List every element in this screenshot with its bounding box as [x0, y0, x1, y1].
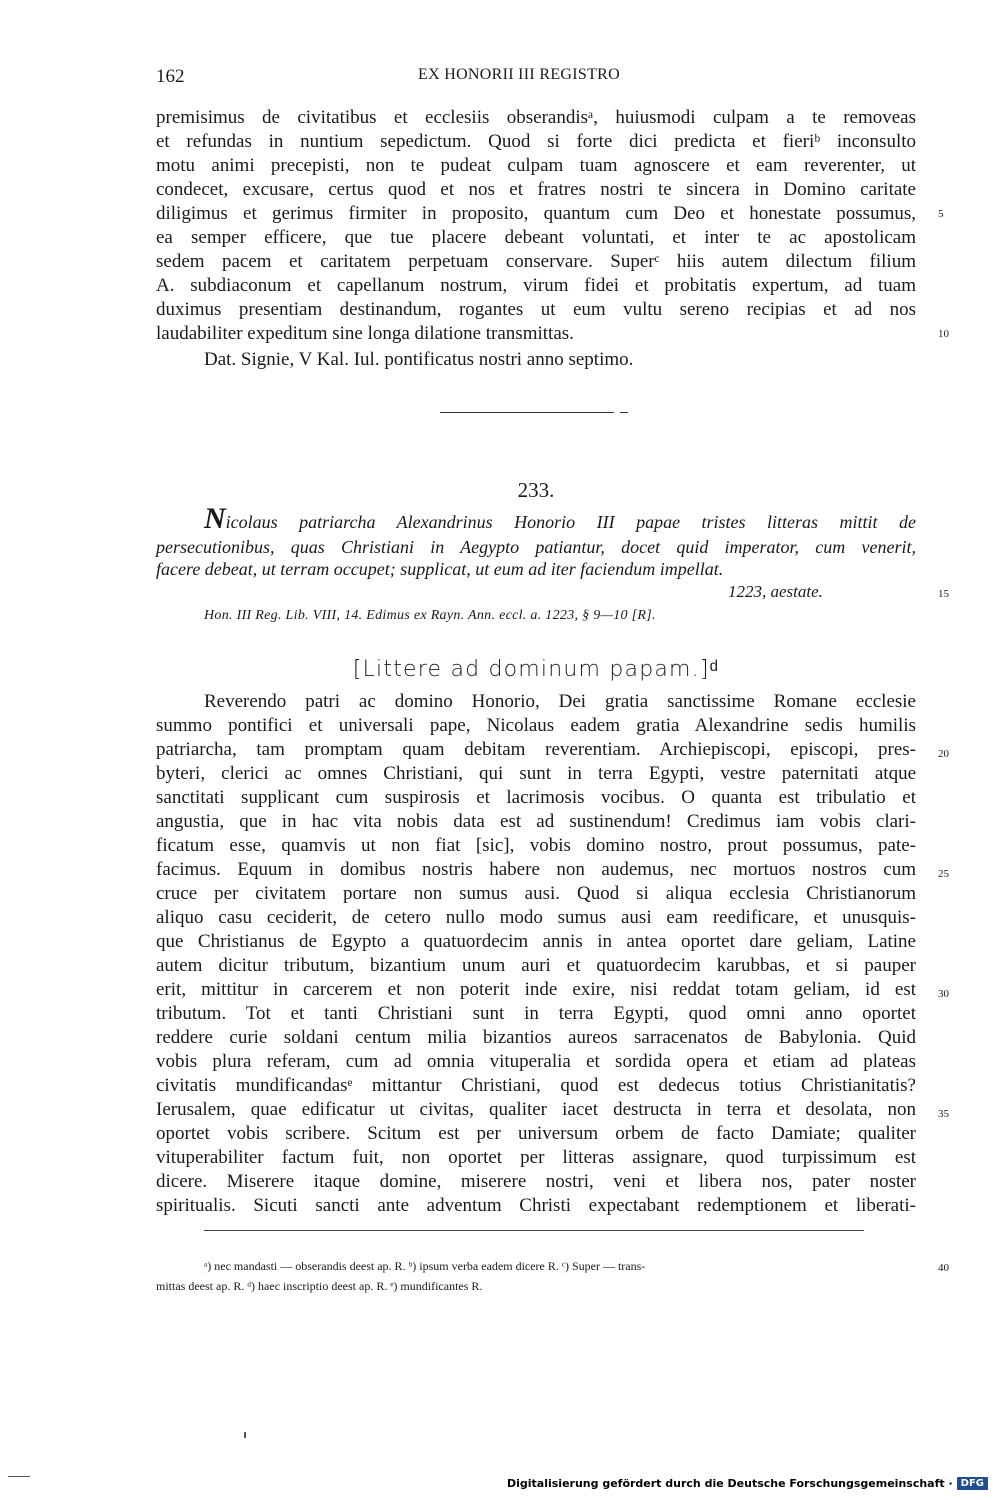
- text-line: angustia, que in hac vita nobis data est ad sustinendum! Credimus iam vobis clari-: [156, 811, 916, 832]
- text-line: Reverendo patri ac domino Honorio, Dei gratia sanctissime Romane ecclesie: [204, 691, 916, 712]
- text-line: duximus presentiam destinandum, rogantes ut eum vultu sereno recipias et ad nos: [156, 299, 916, 320]
- text-line: Ierusalem, quae edificatur ut civitas, qualiter iacet destructa in terra et desolata, non: [156, 1099, 916, 1120]
- document-number: 233.: [517, 478, 555, 502]
- text-line: erit, mittitur in carcerem et non poterit inde exire, nisi reddat totam geliam, id est: [156, 979, 916, 1000]
- footnote-rule: [204, 1230, 864, 1231]
- text-line: sanctitati supplicant cum suspirosis et lacrimosis vocibus. O quanta est tribulatio et: [156, 787, 916, 808]
- footnote-line: mittas deest ap. R. ᵈ) haec inscriptio deest ap. R. ᵉ) mundificantes R.: [156, 1279, 483, 1293]
- line-number: 40: [938, 1262, 949, 1274]
- text-line: vobis plura referam, cum ad omnia vituperalia et sordida opera et etiam ad plateas: [156, 1051, 916, 1072]
- line-number: 35: [938, 1108, 949, 1120]
- line-number: 15: [938, 588, 949, 600]
- text-line: byteri, clerici ac omnes Christiani, qui sunt in terra Egypti, vestre paternitati atque: [156, 763, 916, 784]
- drop-cap: N: [204, 502, 226, 535]
- text-line: ea semper efficere, que tue placere debeant voluntati, et inter te ac apostolicam: [156, 227, 916, 248]
- credit-text: Digitalisierung gefördert durch die Deutsche Forschungsgemeinschaft ·: [506, 1477, 953, 1490]
- text-line: patriarcha, tam promptam quam debitam reverentiam. Archiepiscopi, episcopi, pres-: [156, 739, 916, 760]
- section-divider-dash: [620, 412, 628, 413]
- text-line: tributum. Tot et tanti Christiani sunt in terra Egypti, quod omni anno oportet: [156, 1003, 916, 1024]
- text-line: autem dicitur tributum, bizantium unum auri et quatuordecim karubbas, et si pauper: [156, 955, 916, 976]
- text-line: ficatum esse, quamvis ut non fiat [sic], vobis domino nostro, prout possumus, pate-: [156, 835, 916, 856]
- line-number: 20: [938, 748, 949, 760]
- section-divider: [440, 412, 614, 413]
- text-line: condecet, excusare, certus quod et nos et fratres nostri te sincera in Domino caritate: [156, 179, 916, 200]
- regest-text: icolaus patriarcha Alexandrinus Honorio III papae tristes litteras mittit de: [225, 512, 916, 532]
- text-line: cruce per civitatem portare non sumus ausi. Quod si aliqua ecclesia Christianorum: [156, 883, 916, 904]
- text-line: civitatis mundificandasᵉ mittantur Christiani, quod est dedecus totius Christianitatis?: [156, 1075, 916, 1096]
- line-number: 25: [938, 868, 949, 880]
- line-number: 30: [938, 988, 949, 1000]
- text-line: diligimus et gerimus firmiter in proposito, quantum cum Deo et honestate possumus,: [156, 203, 916, 224]
- document-date: 1223, aestate.: [728, 582, 823, 601]
- date-line: Dat. Signie, V Kal. Iul. pontificatus nostri anno septimo.: [204, 349, 634, 370]
- digitization-credit: [507, 1477, 988, 1490]
- text-line: et refundas in nuntium sepedictum. Quod si forte dici predicta et fieriᵇ inconsulto: [156, 131, 916, 152]
- text-line: facimus. Equum in domibus nostris habere non audemus, nec mortuos nostros cum: [156, 859, 916, 880]
- footnote-line: ᵃ) nec mandasti — obserandis deest ap. R. ᵇ) ipsum verba eadem dicere R. ᶜ) Super — trans-: [204, 1259, 646, 1273]
- text-line: oportet vobis scribere. Scitum est per universum orbem de facto Damiate; qualiter: [156, 1123, 916, 1144]
- text-line: spiritualis. Sicuti sancti ante adventum Christi expectabant redemptionem et liberati-: [156, 1195, 916, 1216]
- scan-speck: [244, 1432, 246, 1438]
- line-number: 10: [938, 328, 949, 340]
- text-line: premisimus de civitatibus et ecclesiis obserandisᵃ, huiusmodi culpam a te removeas: [156, 107, 916, 128]
- text-line: que Christianus de Egypto a quatuordecim annis in antea oportet dare geliam, Latine: [156, 931, 916, 952]
- source-note: Hon. III Reg. Lib. VIII, 14. Edimus ex Rayn. Ann. eccl. a. 1223, § 9—10 [R].: [204, 608, 656, 623]
- line-number: 5: [938, 208, 944, 220]
- page-number: 162: [156, 66, 185, 87]
- running-head: EX HONORII III REGISTRO: [418, 66, 620, 83]
- text-line: A. subdiaconum et capellanum nostrum, virum fidei et probitatis expertum, ad tuam: [156, 275, 916, 296]
- text-line: dicere. Miserere itaque domine, miserere nostri, veni et libera nos, pater noster: [156, 1171, 916, 1192]
- text-line: laudabiliter expeditum sine longa dilatione transmittas.: [156, 323, 574, 344]
- text-line: aliquo casu ceciderit, de cetero nullo modo sumus ausi eam reedificare, et unusquis-: [156, 907, 916, 928]
- regest-line: facere debeat, ut terram occupet; supplicat, ut eum ad iter faciendum impellat.: [156, 559, 724, 579]
- text-line: sedem pacem et caritatem perpetuam conservare. Superᶜ hiis autem dilectum filium: [156, 251, 916, 272]
- dfg-logo: DFG: [957, 1477, 988, 1490]
- scan-speck: [8, 1476, 30, 1477]
- text-line: reddere curie soldani centum milia bizantios aureos sarracenatos de Babylonia. Quid: [156, 1027, 916, 1048]
- text-line: summo pontifici et universali pape, Nicolaus eadem gratia Alexandrine sedis humilis: [156, 715, 916, 736]
- regest-line: [204, 502, 916, 535]
- text-line: vituperabiliter factum fuit, non oportet per litteras assignare, quod turpissimum est: [156, 1147, 916, 1168]
- text-line: motu animi precepisti, non te pudeat culpam tuam agnoscere et eam reverenter, ut: [156, 155, 916, 176]
- regest-line: persecutionibus, quas Christiani in Aegypto patiantur, docet quid imperator, cum venerit,: [156, 537, 916, 557]
- inscription-heading: [Littere ad dominum papam.]ᵈ: [352, 657, 720, 682]
